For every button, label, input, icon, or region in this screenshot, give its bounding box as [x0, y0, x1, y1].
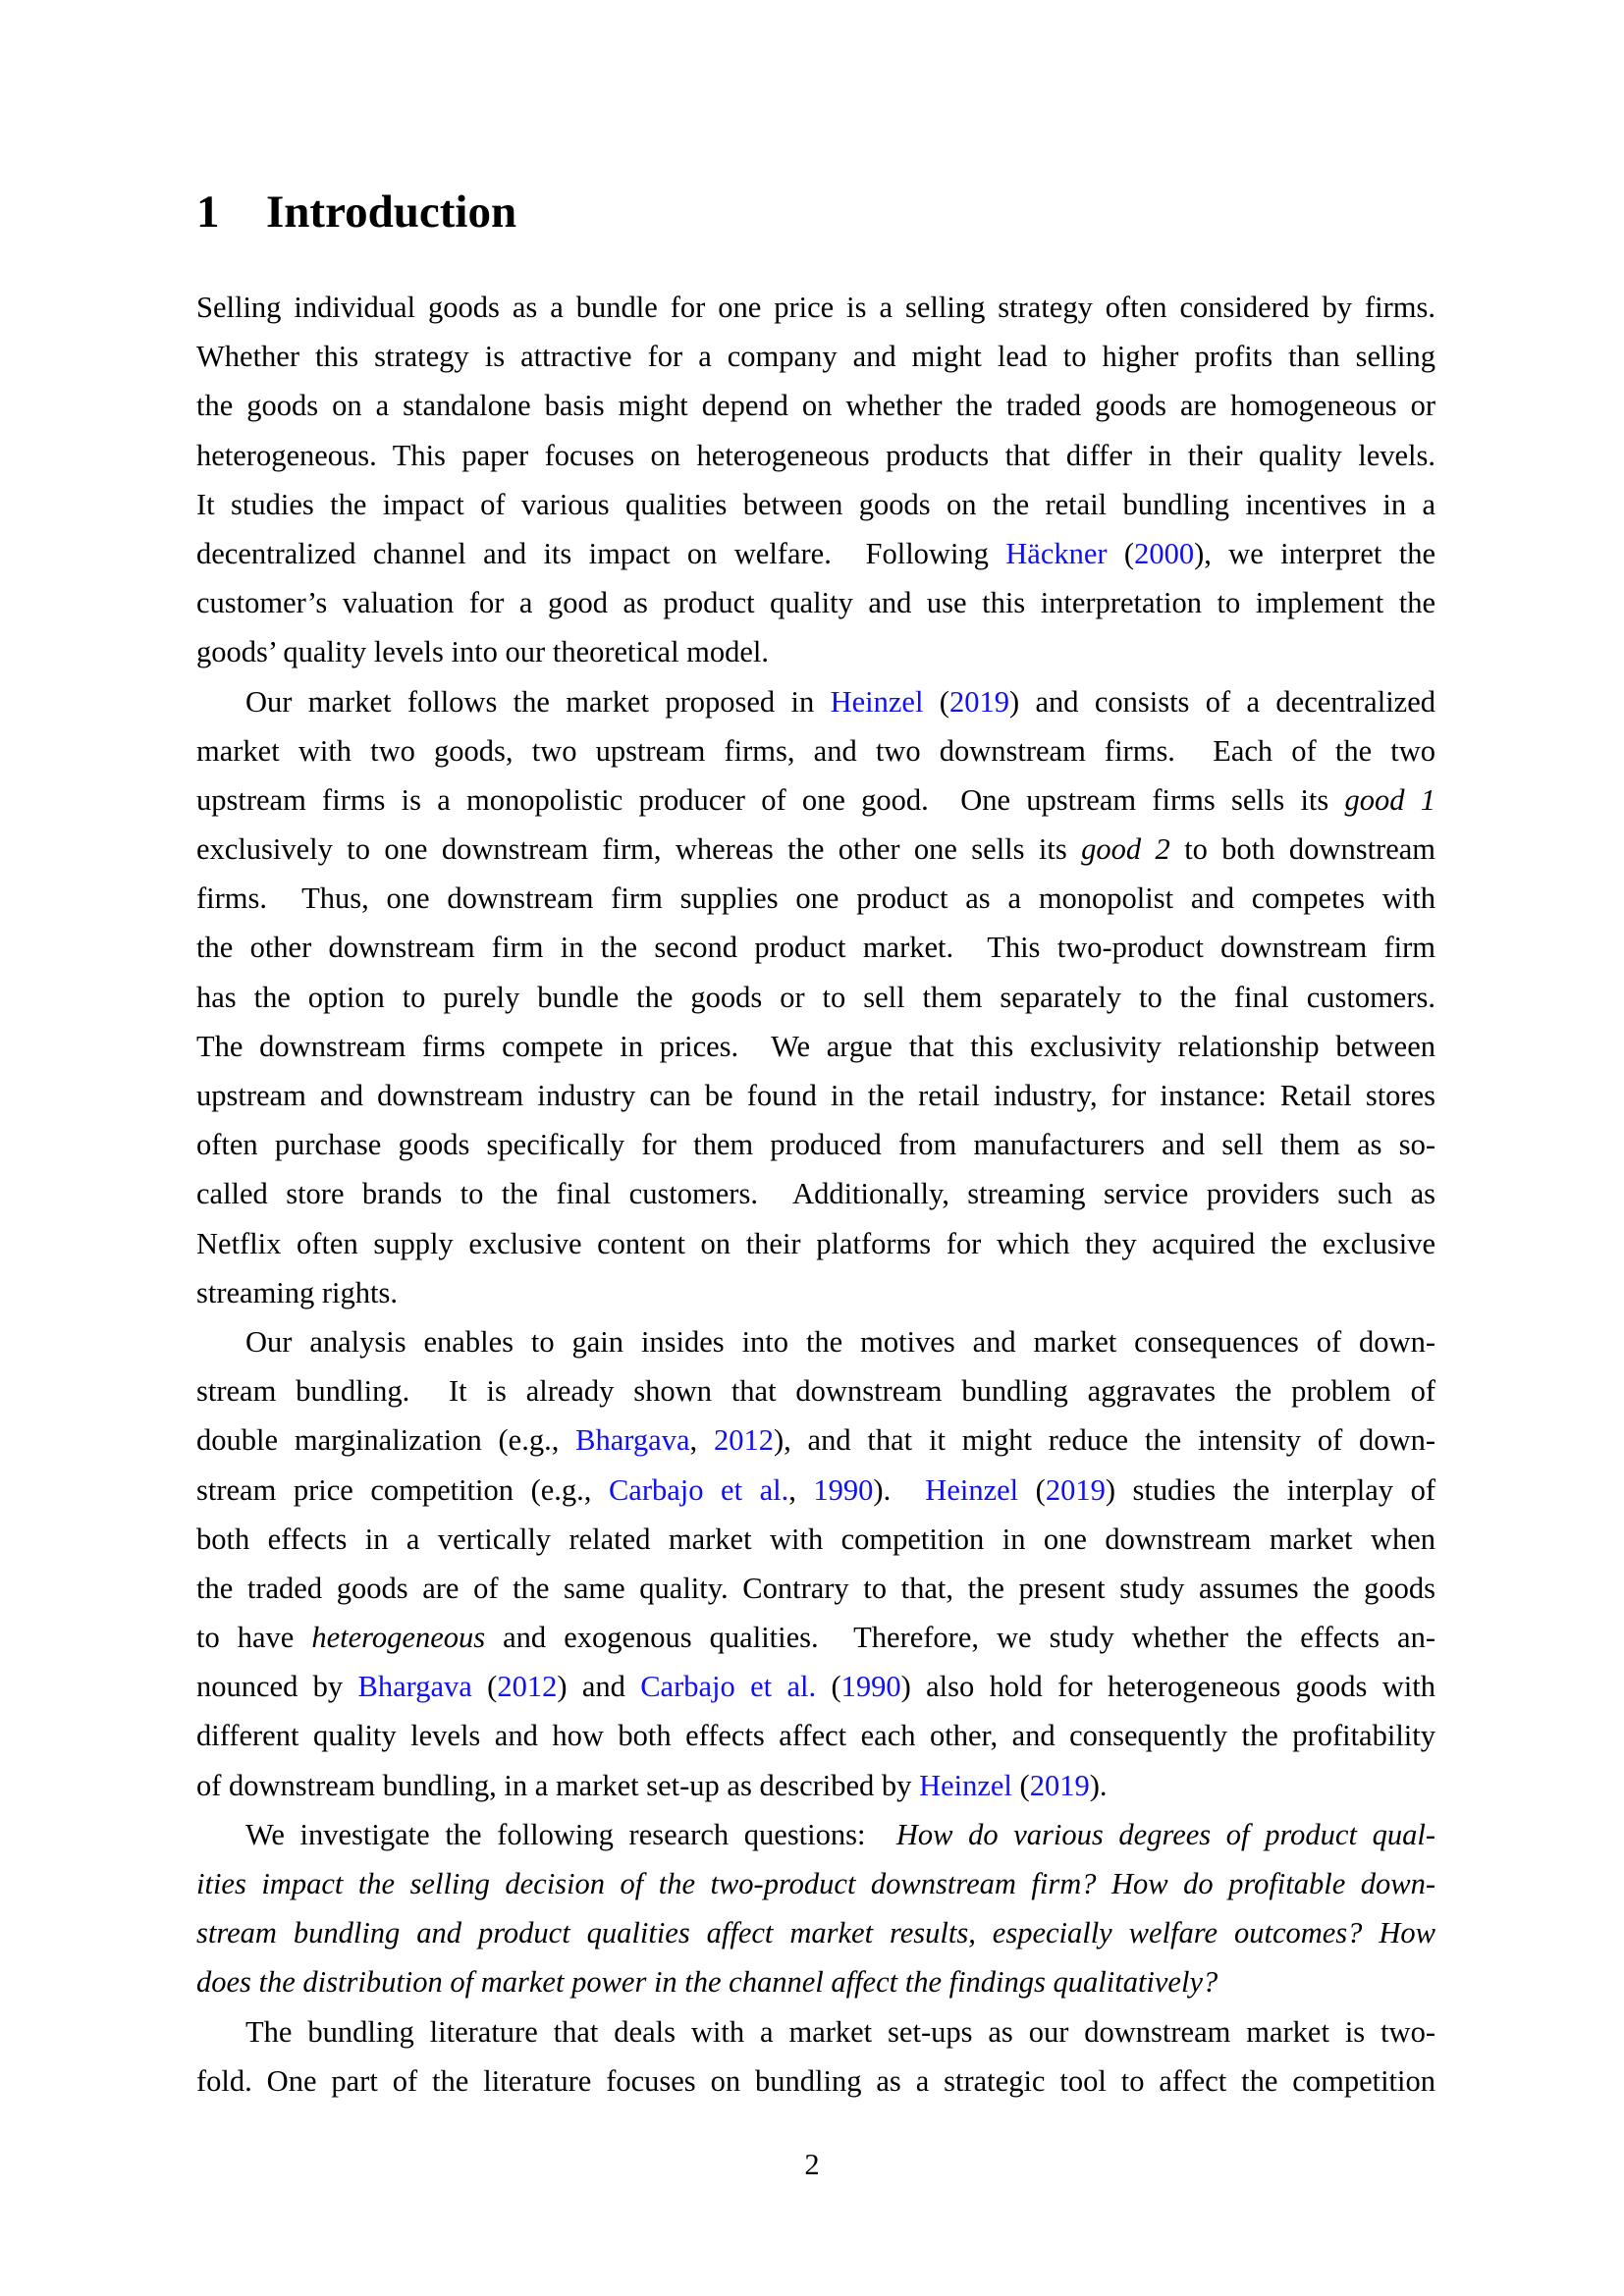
text-line [196, 677, 1435, 726]
text-line [196, 874, 1435, 923]
text-line [196, 973, 1435, 1022]
text-line [196, 1810, 1435, 1859]
text-line [196, 1268, 1435, 1317]
text-line [196, 1415, 1435, 1465]
italic-text: stream bundling and product qualities affect market results, especially welfare outcomes? How [196, 1916, 1435, 1950]
text-run: Netflix often supply exclusive content on their platforms for which they acquired the exclusive [196, 1226, 1435, 1260]
text-run: Whether this strategy is attractive for a company and might lead to higher profits than selling [196, 340, 1435, 374]
italic-text: How do various degrees of product qual- [895, 1817, 1435, 1851]
text-run: the traded goods are of the same quality. Contrary to that, the present study assumes the goods [196, 1571, 1435, 1605]
citation-author-link[interactable]: Häckner [1005, 536, 1108, 570]
italic-text: good 2 [1081, 832, 1170, 867]
text-run: We investigate the following research questions: [245, 1817, 896, 1851]
text-line [196, 1366, 1435, 1415]
text-run: the other downstream firm in the second product market. This two-product downstream firm [196, 931, 1435, 965]
text-line [196, 480, 1435, 529]
citation-author-link[interactable]: Heinzel [919, 1768, 1012, 1802]
text-line [196, 1219, 1435, 1268]
text-run: of downstream bundling, in a market set-up as described by [196, 1768, 920, 1802]
text-line [196, 2007, 1435, 2056]
text-line [196, 627, 1435, 676]
text-run: Our analysis enables to gain insides into the motives and market consequences of down- [245, 1324, 1435, 1359]
text-run: ( [471, 1670, 498, 1704]
text-run: ), we interpret the [1194, 536, 1435, 570]
page-number: 2 [804, 2148, 820, 2181]
text-run: ), and that it might reduce the intensity of down- [773, 1423, 1435, 1458]
text-run: ) studies the interplay of [1105, 1472, 1435, 1507]
text-run: ) also hold for heterogeneous goods with [900, 1670, 1435, 1704]
text-run: has the option to purely bundle the goods or to sell them separately to the final customers. [196, 980, 1435, 1014]
text-run: to have [196, 1621, 312, 1655]
text-line [196, 578, 1435, 627]
text-run: exclusively to one downstream firm, whereas the other one sells its [196, 832, 1082, 867]
text-line [196, 1120, 1435, 1169]
text-run: both effects in a vertically related market with competition in one downstream market when [196, 1522, 1435, 1556]
text-line [196, 923, 1435, 972]
text-run: , [689, 1423, 714, 1458]
text-run: the goods on a standalone basis might depend on whether the traded goods are homogeneous or [196, 389, 1435, 423]
text-run: market with two goods, two upstream firms, and two downstream firms. Each of the two [196, 733, 1435, 768]
text-line [196, 2056, 1435, 2106]
text-run: ( [1011, 1768, 1030, 1802]
text-line [196, 381, 1435, 430]
citation-year-link[interactable]: 2012 [497, 1670, 558, 1704]
citation-author-link[interactable]: Carbajo et al. [640, 1670, 817, 1704]
italic-text: good 1 [1344, 782, 1436, 817]
section-title: Introduction [266, 187, 517, 238]
text-run: fold. One part of the literature focuses on bundling as a strategic tool to affect the competition [196, 2063, 1435, 2098]
text-run: ) and [557, 1670, 641, 1704]
text-run: ( [1018, 1472, 1046, 1507]
citation-year-link[interactable]: 2019 [1029, 1768, 1090, 1802]
italic-text: ities impact the selling decision of the two-product downstream firm? How do profitable down- [196, 1867, 1435, 1900]
text-line [196, 775, 1435, 825]
text-line [196, 1317, 1435, 1366]
text-run: goods’ quality levels into our theoretical model. [196, 635, 770, 669]
text-run: firms. Thus, one downstream firm supplies one product as a monopolist and competes with [196, 881, 1435, 916]
text-line [196, 1761, 1435, 1810]
section-number: 1 [196, 187, 220, 238]
text-run: Our market follows the market proposed in [245, 684, 831, 719]
citation-author-link[interactable]: Bhargava [575, 1423, 690, 1458]
text-line [196, 825, 1435, 874]
text-run: heterogeneous. This paper focuses on heterogeneous products that differ in their quality levels. [196, 438, 1435, 472]
text-run: It studies the impact of various qualities between goods on the retail bundling incentives in a [196, 487, 1435, 521]
body-text [196, 283, 1435, 2106]
text-line [196, 1515, 1435, 1564]
text-line [196, 1022, 1435, 1071]
text-line [196, 529, 1435, 578]
text-run: and exogenous qualities. Therefore, we study whether the effects an- [485, 1621, 1435, 1655]
text-line [196, 431, 1435, 480]
citation-year-link[interactable]: 1990 [840, 1670, 901, 1704]
text-line [196, 332, 1435, 381]
text-run: upstream and downstream industry can be found in the retail industry, for instance: Retail stores [196, 1079, 1435, 1112]
text-run: ( [816, 1670, 841, 1704]
text-run: called store brands to the final customers. Additionally, streaming service providers such as [196, 1177, 1435, 1211]
text-line [196, 1564, 1435, 1613]
text-run: Selling individual goods as a bundle for one price is a selling strategy often considered by firms. [196, 291, 1435, 324]
text-run: ). [873, 1472, 926, 1507]
text-run: decentralized channel and its impact on welfare. Following [196, 536, 1006, 570]
text-run: customer’s valuation for a good as product quality and use this interpretation to implement the [196, 586, 1435, 620]
text-run: The downstream firms compete in prices. We argue that this exclusivity relationship between [196, 1029, 1435, 1063]
citation-year-link[interactable]: 1990 [813, 1472, 874, 1507]
text-run: , [788, 1472, 814, 1507]
citation-year-link[interactable]: 2019 [948, 684, 1009, 719]
text-run: stream bundling. It is already shown that downstream bundling aggravates the problem of [196, 1374, 1435, 1409]
citation-author-link[interactable]: Bhargava [357, 1670, 472, 1704]
text-run: different quality levels and how both effects affect each other, and consequently the profitability [196, 1719, 1435, 1753]
text-run: streaming rights. [196, 1275, 398, 1309]
text-line [196, 1711, 1435, 1760]
text-line [196, 1613, 1435, 1662]
text-run: The bundling literature that deals with a market set-ups as our downstream market is two- [245, 2014, 1435, 2049]
citation-year-link[interactable]: 2000 [1134, 536, 1195, 570]
text-run: ). [1089, 1768, 1108, 1802]
text-line [196, 1957, 1435, 2006]
citation-author-link[interactable]: Heinzel [830, 684, 924, 719]
citation-year-link[interactable]: 2019 [1045, 1472, 1106, 1507]
text-line [196, 726, 1435, 775]
text-line [196, 1071, 1435, 1120]
text-run: to both downstream [1169, 832, 1436, 867]
text-line [196, 1466, 1435, 1515]
text-run: stream price competition (e.g., [196, 1472, 609, 1507]
citation-author-link[interactable]: Carbajo et al. [608, 1472, 789, 1507]
text-run: ( [1107, 536, 1135, 570]
citation-author-link[interactable]: Heinzel [925, 1472, 1019, 1507]
text-run: upstream firms is a monopolistic producer of one good. One upstream firms sells its [196, 782, 1345, 817]
text-run: often purchase goods specifically for them produced from manufacturers and sell them as so- [196, 1128, 1435, 1162]
section-heading [196, 183, 516, 241]
text-line [196, 1859, 1435, 1908]
text-run: double marginalization (e.g., [196, 1423, 576, 1458]
text-line [196, 1908, 1435, 1957]
text-run: ( [923, 684, 949, 719]
text-line [196, 283, 1435, 332]
italic-text: heterogeneous [311, 1621, 486, 1655]
text-line [196, 1169, 1435, 1218]
citation-year-link[interactable]: 2012 [713, 1423, 774, 1458]
text-run: ) and consists of a decentralized [1008, 684, 1435, 719]
text-run: nounced by [196, 1670, 358, 1704]
text-line [196, 1662, 1435, 1711]
italic-text: does the distribution of market power in the channel affect the findings qualitatively? [196, 1965, 1218, 2000]
